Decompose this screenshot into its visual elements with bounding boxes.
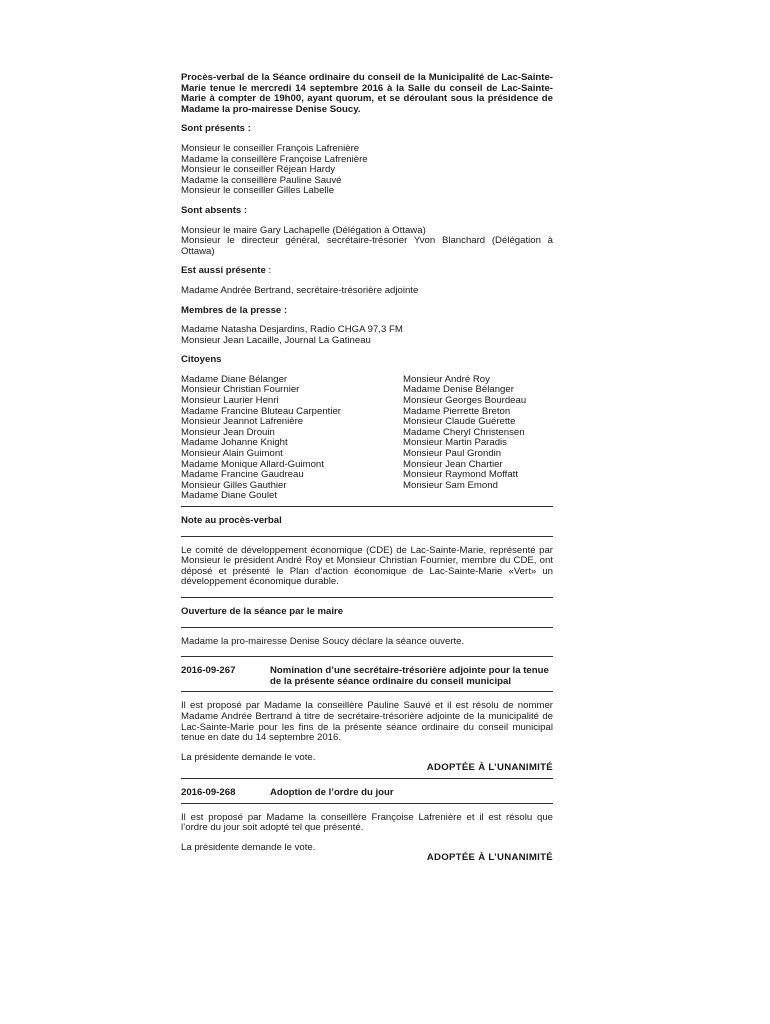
list-item: Monsieur Alain Guimont [181,448,283,460]
resolution-vote: La présidente demande le vote. [181,751,316,763]
list-item: Monsieur le maire Gary Lachapelle (Délégation à Ottawa) [181,224,426,236]
list-item: Madame Cheryl Christensen [403,426,525,438]
divider [181,506,553,507]
list-item: Monsieur Jean Chartier [403,458,503,470]
list-item: Monsieur Raymond Moffatt [403,469,518,481]
list-item: Monsieur Laurier Henri [181,395,279,407]
resolution-header [181,788,553,799]
note-text: Le comité de développement économique (CDE) de Lac-Sainte-Marie, représenté par Monsieur le président André Roy et Monsieur Christian Fournier, membre du CDE, ont déposé et présenté le Plan d’action économique de Lac-Sainte-Marie «Vert» un développement économique durable. [181,544,553,588]
list-item: Monsieur Jeannot Lafrenière [181,416,304,428]
list-item: Madame Denise Bélanger [403,384,514,396]
resolution-vote: La présidente demande le vote. [181,841,316,853]
citoyens-heading: Citoyens [181,354,222,366]
divider [181,778,553,779]
presents-list [181,144,553,197]
list-item: Monsieur le conseiller François Lafrenière [181,142,360,154]
absents-list [181,226,553,258]
resolution-result: ADOPTÉE À L’UNANIMITÉ [426,852,553,864]
list-item: Madame Natasha Desjardins, Radio CHGA 97,3 FM [181,324,403,336]
resolution-title: Adoption de l’ordre du jour [270,786,394,798]
list-item: Monsieur Georges Bourdeau [403,395,527,407]
ouverture-text: Madame la pro-mairesse Denise Soucy déclare la séance ouverte. [181,635,465,647]
list-item: Madame Diane Bélanger [181,373,288,385]
divider [181,536,553,537]
list-item: Monsieur le conseiller Réjean Hardy [181,164,336,176]
list-item: Monsieur Gilles Gauthier [181,479,287,491]
aussi-list [181,286,553,297]
divider [181,627,553,628]
list-item: Monsieur Jean Lacaille, Journal La Gatineau [181,334,371,346]
citoyens-list [181,375,553,502]
minutes-intro: Procès-verbal de la Séance ordinaire du conseil de la Municipalité de Lac-Sainte-Marie tenue le mercredi 14 septembre 2016 à la Salle du conseil de Lac-Sainte-Marie à compter de 19h00, ayant quorum, et se déroulant sous la présidence de Madame la pro-mairesse Denise Soucy. [181,72,553,115]
list-item: Madame la conseillère Pauline Sauvé [181,174,342,186]
aussi-heading [181,266,553,277]
list-item: Madame Monique Allard-Guimont [181,458,324,470]
list-item: Monsieur le conseiller Gilles Labelle [181,185,335,197]
citoyens-column-1 [181,375,403,502]
divider [181,656,553,657]
resolution-number: 2016-09-268 [181,786,236,798]
resolution-number: 2016-09-267 [181,665,236,677]
list-item: Monsieur Claude Guérette [403,416,516,428]
resolution-title: Nomination d’une secrétaire-trésorière adjointe pour la tenue de la présente séance ordinaire du conseil municipal [270,665,549,687]
minutes-content [181,73,553,864]
list-item: Monsieur Martin Paradis [403,437,507,449]
resolution-text: Il est proposé par Madame la conseillère Françoise Lafrenière et il est résolu que l’ordre du jour soit adopté tel que présenté. [181,811,553,834]
list-item: Monsieur le directeur général, secrétaire-trésorier Yvon Blanchard (Délégation à Ottawa) [181,235,553,257]
aussi-heading-colon: : [265,265,272,277]
list-item: Madame Francine Gaudreau [181,469,304,481]
divider [181,803,553,804]
presents-heading: Sont présents : [181,123,251,135]
list-item: Monsieur Christian Fournier [181,384,300,396]
list-item: Monsieur Sam Emond [403,479,498,491]
aussi-heading-text: Est aussi présente [181,265,266,277]
list-item: Monsieur Jean Drouin [181,426,275,438]
list-item: Monsieur André Roy [403,373,490,385]
citoyens-column-2 [403,375,553,502]
divider [181,597,553,598]
list-item: Madame Andrée Bertrand, secrétaire-trésorière adjointe [181,284,419,296]
note-heading: Note au procès-verbal [181,515,282,526]
resolution-text: Il est proposé par Madame la conseillère Pauline Sauvé et il est résolu de nommer Madame Andrée Bertrand à titre de secrétaire-trésorière adjointe de la municipalité de Lac-Sainte-Marie pour les fins de la présente séance ordinaire du conseil municipal tenue en date du 14 septembre 2016. [181,700,553,744]
list-item: Monsieur Paul Grondin [403,448,502,460]
absents-heading: Sont absents : [181,204,248,216]
list-item: Madame Pierrette Breton [403,405,511,417]
ouverture-heading: Ouverture de la séance par le maire [181,605,344,617]
resolution-result: ADOPTÉE À L’UNANIMITÉ [426,762,553,774]
list-item: Madame Francine Bluteau Carpentier [181,405,341,417]
list-item: Madame Johanne Knight [181,437,288,449]
resolution-header [181,666,553,687]
list-item: Madame Diane Goulet [181,490,277,502]
presse-heading: Membres de la presse : [181,304,288,316]
list-item: Madame la conseillère Françoise Lafrenière [181,153,368,165]
divider [181,691,553,692]
presse-list [181,325,553,346]
